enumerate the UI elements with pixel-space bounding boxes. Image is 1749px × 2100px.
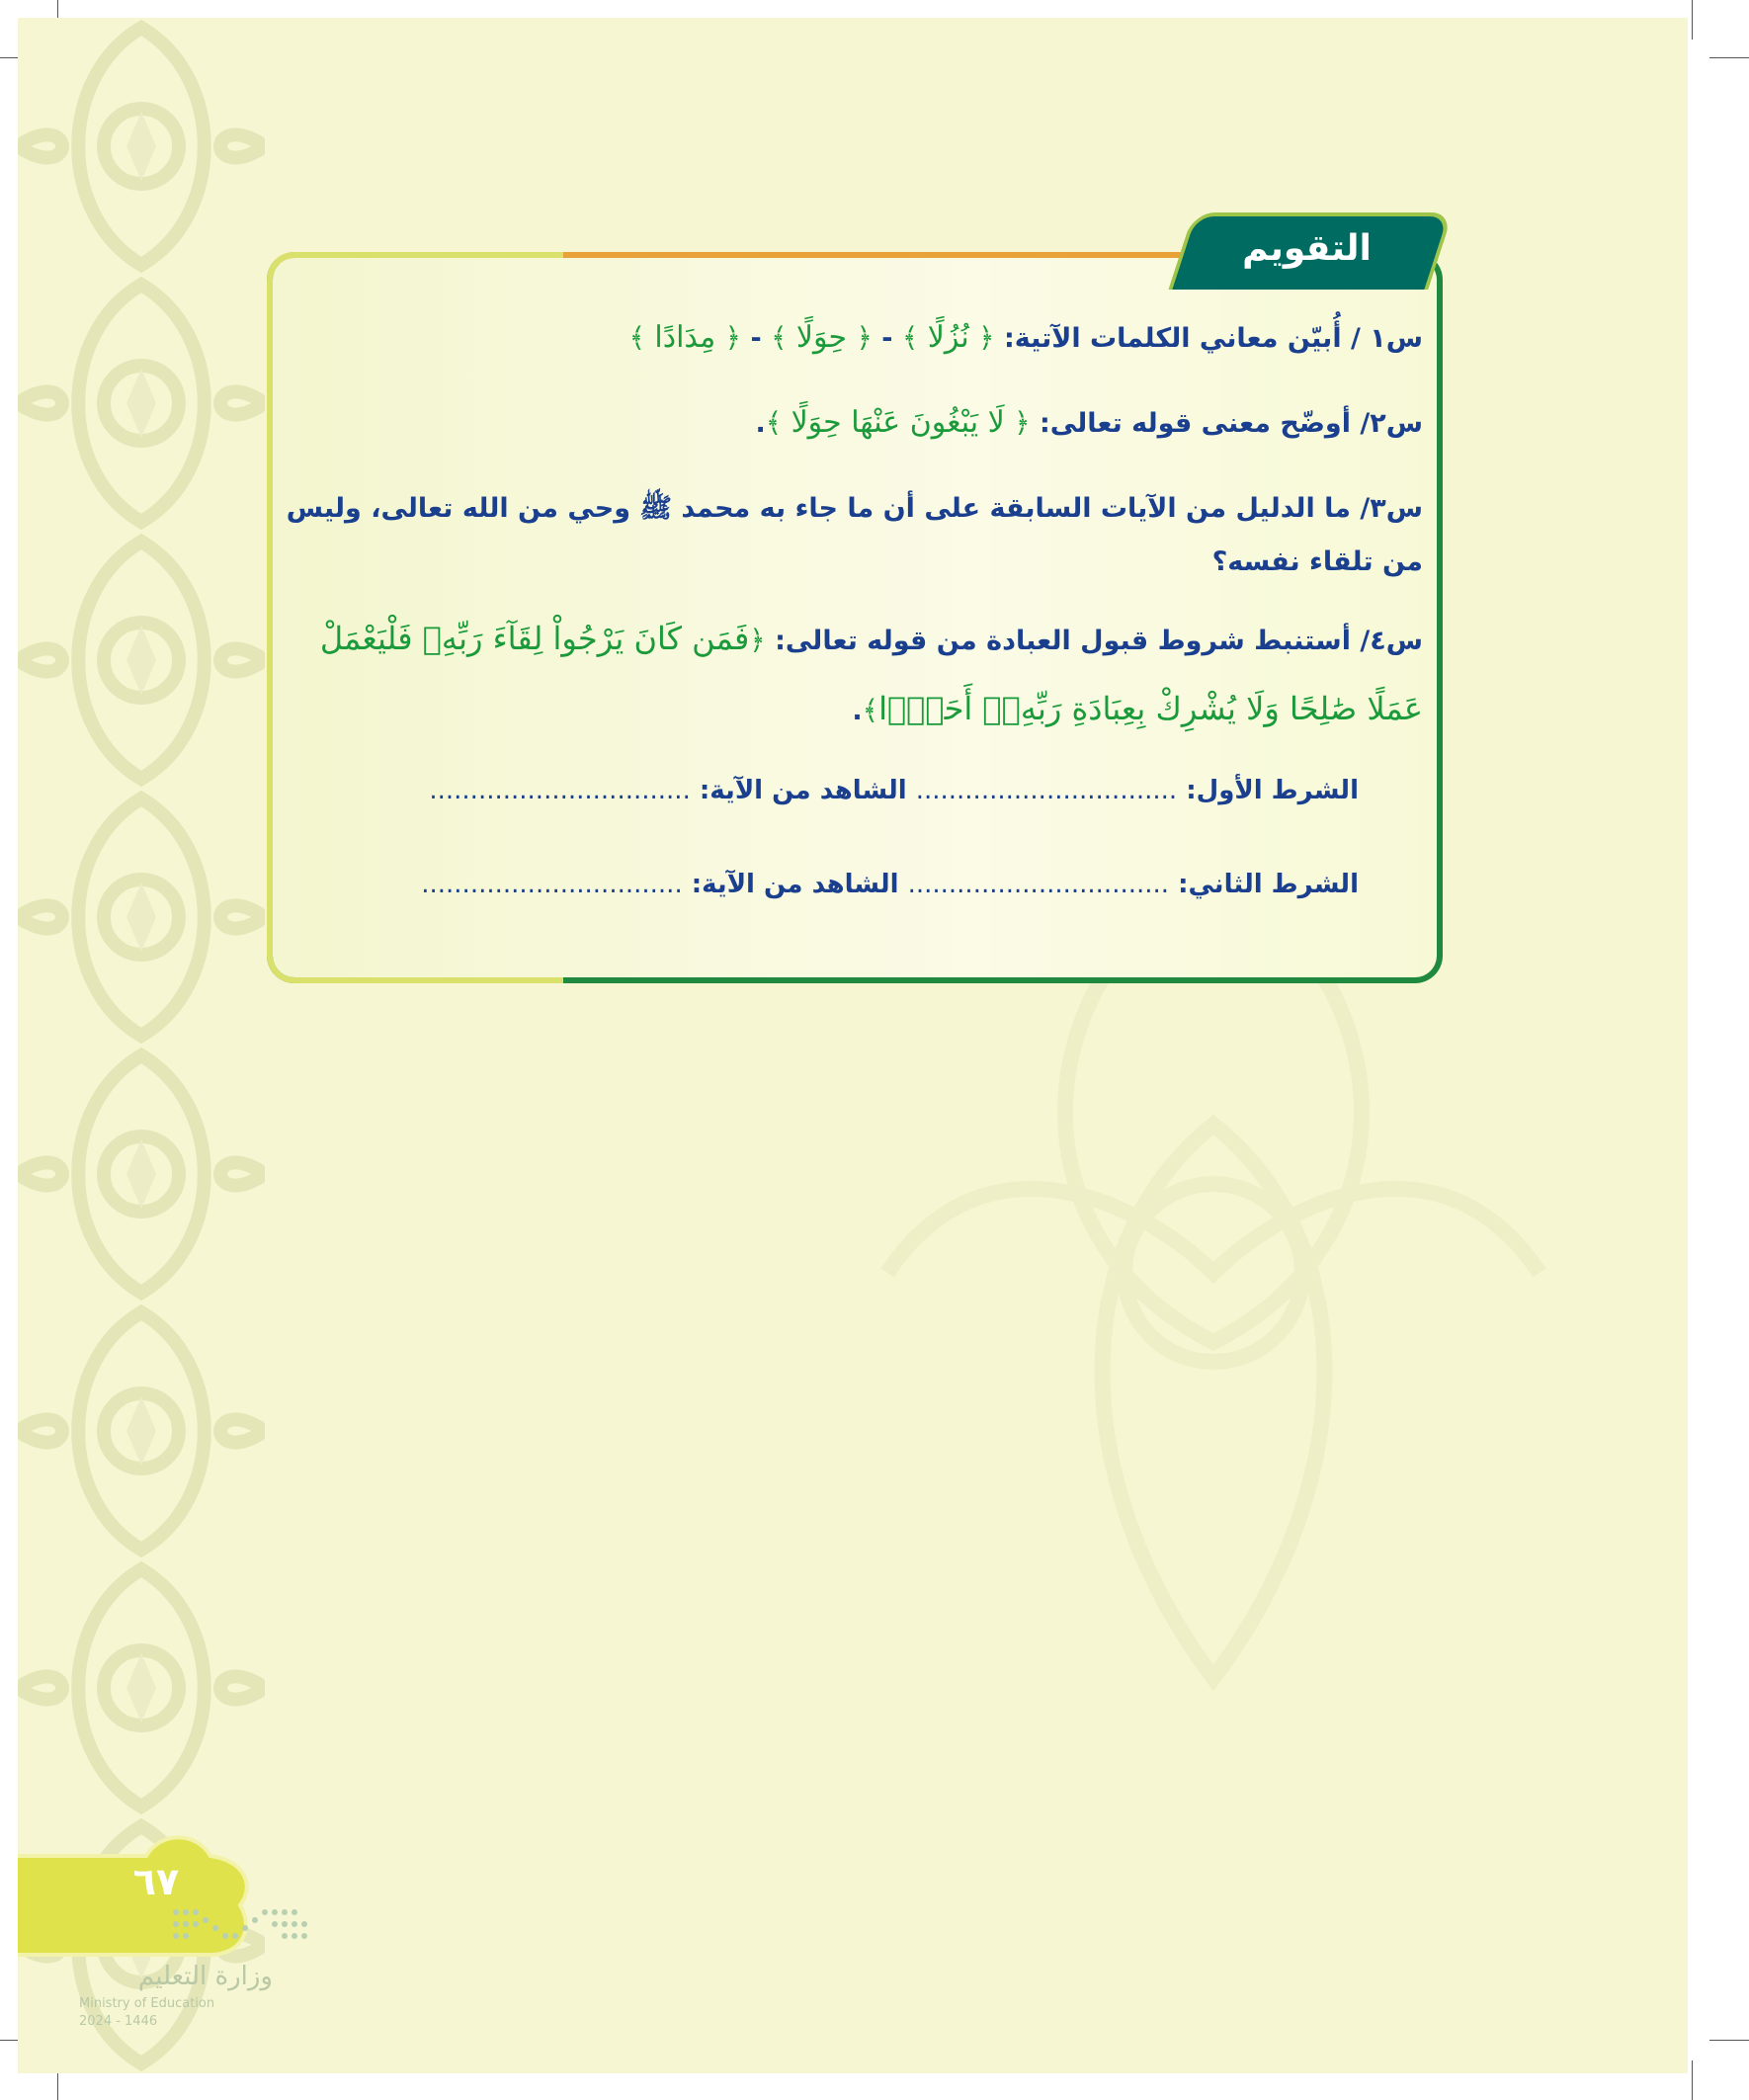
arabesque-border-ornament [18, 18, 265, 2073]
question-4-number: س٤/ [1360, 626, 1423, 656]
quran-word-3: مِدَادًا [654, 320, 716, 355]
question-1 [629, 318, 1423, 359]
quran-bracket-close-icon: ﴾ [765, 406, 783, 439]
crop-mark [1692, 0, 1693, 40]
question-1-number: س١ / [1350, 323, 1423, 354]
answer-line-2 [421, 870, 1359, 899]
quran-bracket-close-icon: ﴾ [862, 694, 879, 726]
quran-bracket-close-icon: ﴾ [771, 321, 788, 354]
crop-mark [1709, 2040, 1749, 2041]
quran-verse: لَا يَبْغُونَ عَنْهَا حِوَلًا [791, 405, 1005, 440]
ministry-name-english: Ministry of Education [79, 1996, 215, 2011]
quran-bracket-open-icon: ﴿ [1014, 406, 1031, 439]
quran-bracket-open-icon: ﴿ [749, 624, 766, 656]
edition-year: 2024 - 1446 [79, 2014, 158, 2029]
question-2: س٢/ أوضّح معنى قوله تعالى: ﴿ لَا يَبْغُونَ عَنْهَا حِوَلًا ﴾. [755, 405, 1423, 440]
first-condition-label: الشرط الأول: [1186, 776, 1359, 805]
question-2-text: أوضّح معنى قوله تعالى: [1039, 408, 1351, 439]
quran-verse: فَمَن كَانَ يَرْجُواْ لِقَآءَ رَبِّهِۦ فَلْيَعْمَلْ عَمَلًا صَٰلِحًا وَلَا يُشْرِكْ بِعِبَادَةِ رَبِّهِۦٓ أَحَدًۢا [319, 620, 1423, 727]
answer-blank[interactable]: ................................ [907, 870, 1170, 899]
quran-word-1: نُزُلًا [927, 320, 969, 355]
question-3-text: ما الدليل من الآيات السابقة على أن ما جاء به محمد ﷺ وحي من الله تعالى، وليس من تلقاء نفسه؟ [286, 493, 1423, 577]
evidence-label: الشاهد من الآية: [691, 870, 899, 899]
question-4-text: أستنبط شروط قبول العبادة من قوله تعالى: [775, 626, 1351, 656]
ministry-name-arabic: وزارة التعليم [137, 1962, 273, 1991]
separator: - [750, 323, 762, 354]
quran-word-2: حِوَلًا [795, 320, 848, 355]
section-title: التقويم [1242, 228, 1372, 269]
answer-blank[interactable]: ................................ [429, 776, 691, 805]
quran-bracket-open-icon: ﴿ [856, 321, 873, 354]
crop-mark [1709, 57, 1749, 58]
question-2-number: س٢/ [1360, 408, 1423, 439]
page-number: ٦٧ [132, 1860, 180, 1903]
second-condition-label: الشرط الثاني: [1178, 870, 1359, 899]
question-3-number: س٣/ [1360, 493, 1423, 524]
answer-blank[interactable]: ................................ [421, 870, 683, 899]
answer-blank[interactable]: ................................ [915, 776, 1178, 805]
question-4: س٤/ أستنبط شروط قبول العبادة من قوله تعالى: ﴿فَمَن كَانَ يَرْجُواْ لِقَآءَ رَبِّهِۦ فَلْيَعْمَلْ عَمَلًا صَٰلِحًا وَلَا يُشْرِكْ بِعِبَادَةِ رَبِّهِۦٓ أَحَدًۢا﴾. [319, 620, 1423, 727]
ministry-logo-icon [166, 1902, 324, 1962]
evidence-label: الشاهد من الآية: [699, 776, 907, 805]
crop-mark [1692, 2060, 1693, 2100]
quran-bracket-open-icon: ﴿ [978, 321, 995, 354]
question-3 [267, 482, 1423, 589]
answer-line-1 [429, 776, 1359, 805]
quran-bracket-close-icon: ﴾ [628, 321, 645, 354]
quran-bracket-open-icon: ﴿ [724, 321, 742, 354]
separator: - [881, 323, 893, 354]
quran-bracket-close-icon: ﴾ [901, 321, 919, 354]
question-1-text: أُبيّن معاني الكلمات الآتية: [1003, 323, 1342, 354]
